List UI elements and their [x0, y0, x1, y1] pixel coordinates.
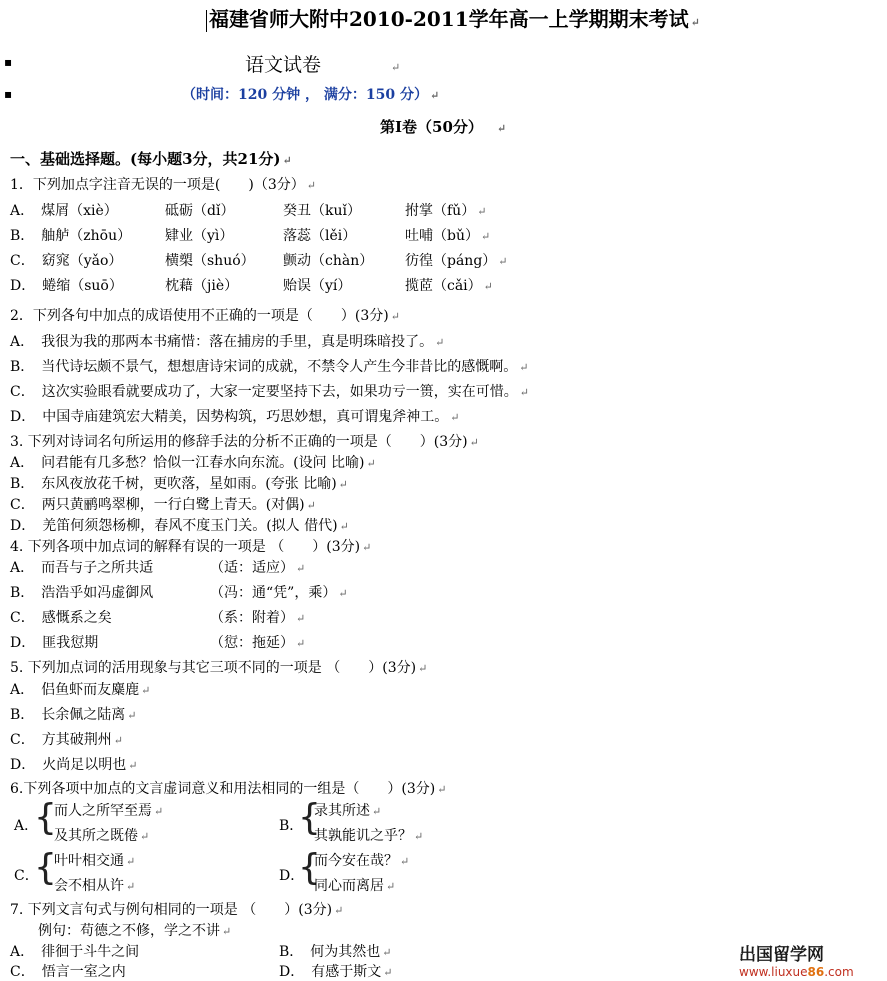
watermark-name: 出国留学网 [739, 945, 824, 965]
q1-option-a-2: 砥砺（dǐ） [165, 203, 235, 219]
q3-option-b: B． 东风夜放花千树，更吹落，星如雨。(夸张 比喻) ↵ [10, 476, 348, 492]
q1-option-d: D． 蜷缩（suō） [10, 278, 123, 294]
paragraph-mark-icon: ↵ [690, 16, 700, 29]
q2-stem: 2．下列各句中加点的成语使用不正确的一项是（ ）(3分) ↵ [10, 308, 400, 324]
q5-stem: 5. 下列加点词的活用现象与其它三项不同的一项是 （ ）(3分) ↵ [10, 660, 428, 676]
q6-group-line: 录其所述 ↵ [314, 803, 382, 819]
q6-group-label: D． [279, 868, 305, 884]
q4-option-a: A． 而吾与子之所共适 [10, 560, 154, 576]
brace-icon: { [298, 797, 321, 838]
section-heading: 一、基础选择题。(每小题3分，共21分) ↵ [10, 150, 292, 168]
q1-option-c: C． 窈窕（yǎo） [10, 253, 123, 269]
q1-option-a-4: 拊掌（fǔ） ↵ [405, 203, 487, 219]
q4-option-d-gloss: （愆：拖延） ↵ [210, 635, 306, 651]
q6-group-label: C． [14, 868, 39, 884]
q1-option-b-4: 吐哺（bǔ） ↵ [405, 228, 491, 244]
q7-example: 例句：苟德之不修，学之不讲 ↵ [38, 923, 232, 939]
brace-icon: { [34, 847, 57, 888]
brace-icon: { [34, 797, 57, 838]
q3-option-c: C． 两只黄鹂鸣翠柳，一行白鹭上青天。(对偶) ↵ [10, 497, 316, 513]
q2-option-b: B． 当代诗坛颇不景气，想想唐诗宋词的成就，不禁令人产生今非昔比的感慨啊。 ↵ [10, 359, 529, 375]
q1-option-d-4: 揽茝（cǎi） ↵ [405, 278, 493, 294]
subject-title: 语文试卷 ↵ [245, 54, 401, 76]
q4-option-a-gloss: （适：适应） ↵ [210, 560, 306, 576]
q6-group-line: 同心而离居 ↵ [314, 878, 396, 894]
q7-option-c: C． 悟言一室之内 [10, 964, 126, 980]
q1-option-a: A． 煤屑（xiè） [10, 203, 118, 219]
q6-group-label: A． [14, 818, 39, 834]
q7-stem: 7. 下列文言句式与例句相同的一项是 （ ）(3分) ↵ [10, 902, 344, 918]
q3-option-d: D． 羌笛何须怨杨柳，春风不度玉门关。(拟人 借代) ↵ [10, 518, 349, 534]
q1-option-b-3: 落蕊（lěi） [283, 228, 357, 244]
q7-option-a: A． 徘徊于斗牛之间 [10, 944, 140, 960]
q4-option-c: C． 感慨系之矣 [10, 610, 112, 626]
q2-option-c: C． 这次实验眼看就要成功了，大家一定要坚持下去，如果功亏一篑，实在可惜。 ↵ [10, 384, 529, 400]
q6-group-line: 其孰能讥之乎？ ↵ [314, 828, 424, 844]
q1-option-d-3: 贻误（yí） [283, 278, 352, 294]
q2-option-d: D． 中国寺庙建筑宏大精美，因势构筑，巧思妙想，真可谓鬼斧神工。 ↵ [10, 409, 460, 425]
q2-option-a: A． 我很为我的那两本书痛惜：落在捕房的手里，真是明珠暗投了。 ↵ [10, 334, 445, 350]
q6-stem: 6.下列各项中加点的文言虚词意义和用法相同的一组是（ ）(3分) ↵ [10, 781, 447, 797]
exam-time-info: （时间：120 分钟 ， 满分：150 分） ↵ [182, 87, 440, 103]
q7-option-d: D． 有感于斯文 ↵ [279, 964, 393, 980]
q4-option-b-gloss: （冯：通“凭”，乘） ↵ [210, 585, 348, 601]
q6-group-line: 而今安在哉？ ↵ [314, 853, 410, 869]
q1-option-c-4: 彷徨（páng） ↵ [405, 253, 508, 269]
q1-stem: 1．下列加点字注音无误的一项是( )（3分） ↵ [10, 177, 316, 193]
q1-option-c-2: 横槊（shuó） [165, 253, 255, 269]
watermark-url: www.liuxue86.com [739, 965, 854, 979]
q4-option-b: B． 浩浩乎如冯虚御风 [10, 585, 154, 601]
q3-stem: 3. 下列对诗词名句所运用的修辞手法的分析不正确的一项是（ ）(3分) ↵ [10, 434, 479, 450]
text-cursor [206, 10, 207, 32]
q3-option-a: A． 问君能有几多愁？恰似一江春水向东流。(设问 比喻) ↵ [10, 455, 376, 471]
q1-option-c-3: 颤动（chàn） [283, 253, 374, 269]
bullet-icon: ▪ [4, 55, 13, 69]
q5-option-a: A． 侣鱼虾而友麋鹿 ↵ [10, 682, 151, 698]
q1-option-a-3: 癸丑（kuǐ） [283, 203, 361, 219]
brace-icon: { [298, 847, 321, 888]
q6-group-line: 及其所之既倦 ↵ [54, 828, 150, 844]
volume-heading: 第Ⅰ卷（50分） ↵ [380, 118, 507, 136]
q4-option-c-gloss: （系：附着） ↵ [210, 610, 306, 626]
document-title: 福建省师大附中2010-2011学年高一上学期期末考试 ↵ [206, 3, 700, 32]
q7-option-b: B． 何为其然也 ↵ [279, 944, 392, 960]
q5-option-c: C． 方其破荆州 ↵ [10, 732, 123, 748]
q6-group-line: 而人之所罕至焉 ↵ [54, 803, 164, 819]
bullet-icon: ▪ [4, 87, 13, 101]
q5-option-b: B． 长余佩之陆离 ↵ [10, 707, 137, 723]
q4-stem: 4. 下列各项中加点词的解释有误的一项是 （ ）(3分) ↵ [10, 539, 372, 555]
q4-option-d: D． 匪我愆期 [10, 635, 99, 651]
watermark [735, 940, 858, 979]
q1-option-b: B． 舳舻（zhōu） [10, 228, 132, 244]
q1-option-b-2: 肄业（yì） [165, 228, 234, 244]
q6-group-line: 会不相从许 ↵ [54, 878, 136, 894]
q5-option-d: D． 火尚足以明也 ↵ [10, 757, 138, 773]
q1-option-d-2: 枕藉（jiè） [165, 278, 239, 294]
q6-group-line: 叶叶相交通 ↵ [54, 853, 136, 869]
q6-group-label: B． [279, 818, 304, 834]
